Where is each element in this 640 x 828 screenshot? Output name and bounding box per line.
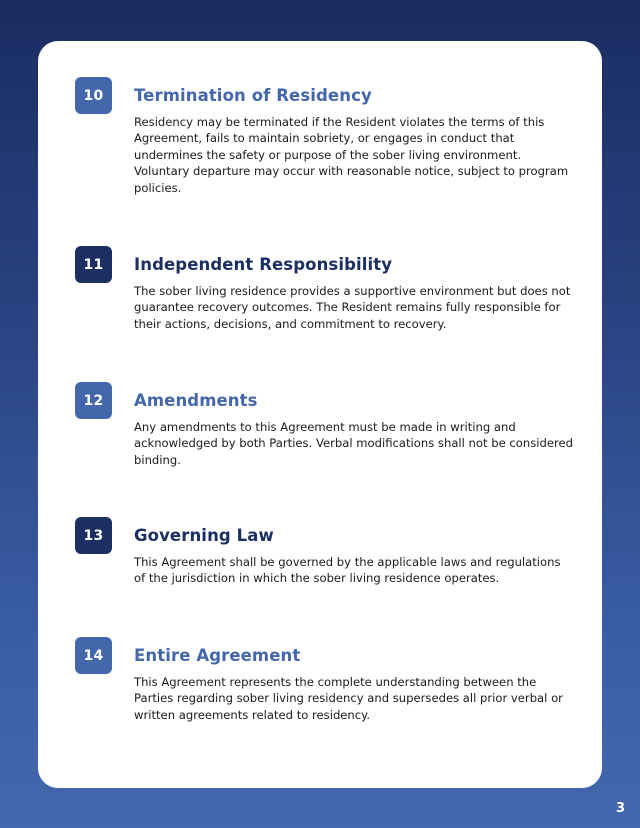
section-title: Governing Law bbox=[134, 526, 274, 545]
section-number-badge: 12 bbox=[75, 382, 112, 419]
section-body: The sober living residence provides a supportive environment but does not guarantee recovery outcomes. The Resident remains fully responsible for their actions, decisions, and commitment to recovery. bbox=[134, 284, 571, 331]
section-body: This Agreement shall be governed by the applicable laws and regulations of the jurisdiction in which the sober living residence operates. bbox=[134, 555, 561, 586]
section-number-badge: 13 bbox=[75, 517, 112, 554]
page-number: 3 bbox=[615, 801, 625, 816]
section-number-badge: 11 bbox=[75, 246, 112, 283]
section-title: Amendments bbox=[134, 391, 258, 410]
section-number-badge: 14 bbox=[75, 637, 112, 674]
section-body: This Agreement represents the complete understanding between the Parties regarding sober living residency and supersedes all prior verbal or written agreements related to residency. bbox=[134, 675, 563, 722]
section-title: Termination of Residency bbox=[134, 86, 372, 105]
section-title: Entire Agreement bbox=[134, 646, 301, 665]
section-number-badge: 10 bbox=[75, 77, 112, 114]
section-title: Independent Responsibility bbox=[134, 255, 393, 274]
section-body: Any amendments to this Agreement must be made in writing and acknowledged by both Parties. Verbal modifications shall not be considered binding. bbox=[134, 420, 573, 467]
section-body: Residency may be terminated if the Resident violates the terms of this Agreement, fails to maintain sobriety, or engages in conduct that undermines the safety or purpose of the sober living environment. Voluntary departure may occur with reasonable notice, subject to program policies. bbox=[134, 115, 569, 195]
document-page-card bbox=[38, 41, 602, 788]
